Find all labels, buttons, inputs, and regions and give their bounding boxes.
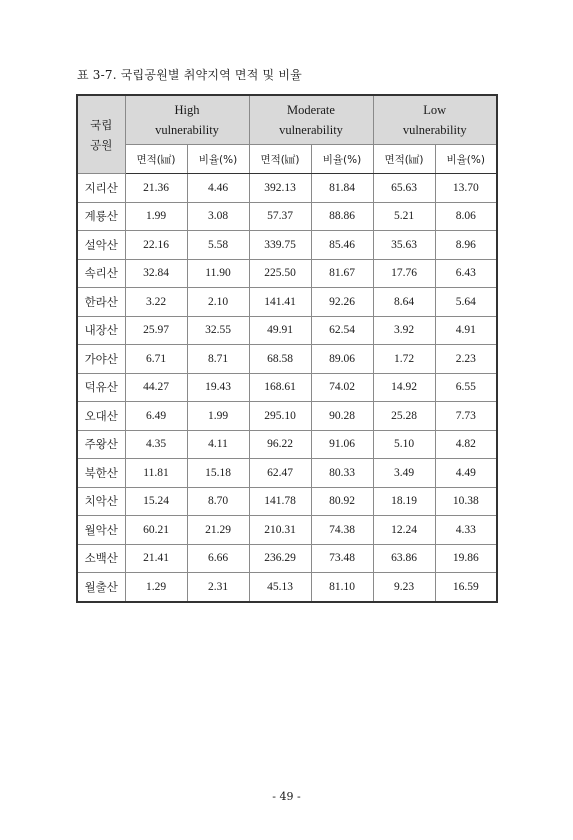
value-cell: 210.31 [249, 516, 311, 545]
value-cell: 295.10 [249, 402, 311, 431]
value-cell: 32.55 [187, 316, 249, 345]
group-header-low: Low vulnerability [373, 95, 497, 145]
value-cell: 4.82 [435, 430, 497, 459]
value-cell: 21.41 [125, 544, 187, 573]
table-row [77, 316, 497, 345]
value-cell: 19.43 [187, 373, 249, 402]
park-name-cell: 덕유산 [77, 373, 125, 402]
park-name-cell: 월출산 [77, 573, 125, 602]
table-row [77, 288, 497, 317]
vulnerability-table [76, 94, 498, 603]
value-cell: 339.75 [249, 231, 311, 260]
value-cell: 12.24 [373, 516, 435, 545]
table-row [77, 516, 497, 545]
park-column-header [77, 95, 125, 174]
value-cell: 89.06 [311, 345, 373, 374]
value-cell: 81.67 [311, 259, 373, 288]
value-cell: 4.11 [187, 430, 249, 459]
table-row [77, 231, 497, 260]
subheader-area-high: 면적(㎢) [125, 145, 187, 174]
subheader-area-low: 면적(㎢) [373, 145, 435, 174]
value-cell: 11.81 [125, 459, 187, 488]
value-cell: 4.35 [125, 430, 187, 459]
value-cell: 81.84 [311, 174, 373, 203]
park-name-cell: 내장산 [77, 316, 125, 345]
value-cell: 11.90 [187, 259, 249, 288]
table-row [77, 573, 497, 602]
table-row [77, 544, 497, 573]
value-cell: 74.02 [311, 373, 373, 402]
value-cell: 4.91 [435, 316, 497, 345]
value-cell: 3.22 [125, 288, 187, 317]
value-cell: 62.47 [249, 459, 311, 488]
value-cell: 88.86 [311, 202, 373, 231]
value-cell: 8.96 [435, 231, 497, 260]
table-row [77, 174, 497, 203]
park-name-cell: 속리산 [77, 259, 125, 288]
value-cell: 6.71 [125, 345, 187, 374]
value-cell: 74.38 [311, 516, 373, 545]
group-header-moderate: Moderate vulnerability [249, 95, 373, 145]
value-cell: 4.46 [187, 174, 249, 203]
value-cell: 60.21 [125, 516, 187, 545]
subheader-area-moderate: 면적(㎢) [249, 145, 311, 174]
value-cell: 80.92 [311, 487, 373, 516]
value-cell: 1.29 [125, 573, 187, 602]
value-cell: 3.92 [373, 316, 435, 345]
value-cell: 15.24 [125, 487, 187, 516]
value-cell: 1.72 [373, 345, 435, 374]
value-cell: 2.10 [187, 288, 249, 317]
value-cell: 25.28 [373, 402, 435, 431]
value-cell: 1.99 [187, 402, 249, 431]
value-cell: 7.73 [435, 402, 497, 431]
value-cell: 65.63 [373, 174, 435, 203]
value-cell: 14.92 [373, 373, 435, 402]
value-cell: 6.66 [187, 544, 249, 573]
value-cell: 16.59 [435, 573, 497, 602]
value-cell: 225.50 [249, 259, 311, 288]
table-row [77, 202, 497, 231]
table-body [77, 174, 497, 602]
table-row [77, 430, 497, 459]
value-cell: 1.99 [125, 202, 187, 231]
value-cell: 6.49 [125, 402, 187, 431]
table-row [77, 459, 497, 488]
value-cell: 85.46 [311, 231, 373, 260]
value-cell: 3.49 [373, 459, 435, 488]
value-cell: 2.31 [187, 573, 249, 602]
park-name-cell: 계룡산 [77, 202, 125, 231]
park-name-cell: 한라산 [77, 288, 125, 317]
header-row-groups [77, 95, 497, 145]
park-header-line1: 국립 [90, 117, 113, 132]
park-name-cell: 가야산 [77, 345, 125, 374]
value-cell: 15.18 [187, 459, 249, 488]
value-cell: 81.10 [311, 573, 373, 602]
value-cell: 21.36 [125, 174, 187, 203]
value-cell: 25.97 [125, 316, 187, 345]
value-cell: 5.64 [435, 288, 497, 317]
value-cell: 22.16 [125, 231, 187, 260]
value-cell: 96.22 [249, 430, 311, 459]
value-cell: 5.58 [187, 231, 249, 260]
value-cell: 44.27 [125, 373, 187, 402]
park-name-cell: 설악산 [77, 231, 125, 260]
value-cell: 19.86 [435, 544, 497, 573]
table-caption: 표 3-7. 국립공원별 취약지역 면적 및 비율 [77, 68, 302, 82]
value-cell: 73.48 [311, 544, 373, 573]
value-cell: 62.54 [311, 316, 373, 345]
subheader-ratio-high: 비율(%) [187, 145, 249, 174]
value-cell: 3.08 [187, 202, 249, 231]
value-cell: 45.13 [249, 573, 311, 602]
park-name-cell: 북한산 [77, 459, 125, 488]
value-cell: 8.71 [187, 345, 249, 374]
value-cell: 90.28 [311, 402, 373, 431]
value-cell: 236.29 [249, 544, 311, 573]
value-cell: 68.58 [249, 345, 311, 374]
value-cell: 92.26 [311, 288, 373, 317]
park-name-cell: 소백산 [77, 544, 125, 573]
value-cell: 80.33 [311, 459, 373, 488]
table-row [77, 487, 497, 516]
value-cell: 8.06 [435, 202, 497, 231]
header-row-subcolumns [77, 145, 497, 174]
value-cell: 141.78 [249, 487, 311, 516]
value-cell: 9.23 [373, 573, 435, 602]
value-cell: 4.33 [435, 516, 497, 545]
park-header-line2: 공원 [90, 137, 113, 152]
value-cell: 392.13 [249, 174, 311, 203]
table-row [77, 402, 497, 431]
value-cell: 8.70 [187, 487, 249, 516]
value-cell: 18.19 [373, 487, 435, 516]
park-name-cell: 오대산 [77, 402, 125, 431]
value-cell: 17.76 [373, 259, 435, 288]
value-cell: 6.55 [435, 373, 497, 402]
value-cell: 13.70 [435, 174, 497, 203]
value-cell: 49.91 [249, 316, 311, 345]
page-number: - 49 - [272, 790, 301, 803]
value-cell: 141.41 [249, 288, 311, 317]
value-cell: 4.49 [435, 459, 497, 488]
value-cell: 5.10 [373, 430, 435, 459]
park-name-cell: 월악산 [77, 516, 125, 545]
value-cell: 2.23 [435, 345, 497, 374]
park-name-cell: 주왕산 [77, 430, 125, 459]
value-cell: 6.43 [435, 259, 497, 288]
value-cell: 21.29 [187, 516, 249, 545]
value-cell: 5.21 [373, 202, 435, 231]
table-row [77, 345, 497, 374]
value-cell: 35.63 [373, 231, 435, 260]
value-cell: 8.64 [373, 288, 435, 317]
value-cell: 32.84 [125, 259, 187, 288]
group-header-high: High vulnerability [125, 95, 249, 145]
table-row [77, 373, 497, 402]
subheader-ratio-moderate: 비율(%) [311, 145, 373, 174]
value-cell: 91.06 [311, 430, 373, 459]
value-cell: 168.61 [249, 373, 311, 402]
subheader-ratio-low: 비율(%) [435, 145, 497, 174]
value-cell: 10.38 [435, 487, 497, 516]
table-row [77, 259, 497, 288]
value-cell: 57.37 [249, 202, 311, 231]
park-name-cell: 치악산 [77, 487, 125, 516]
value-cell: 63.86 [373, 544, 435, 573]
park-name-cell: 지리산 [77, 174, 125, 203]
